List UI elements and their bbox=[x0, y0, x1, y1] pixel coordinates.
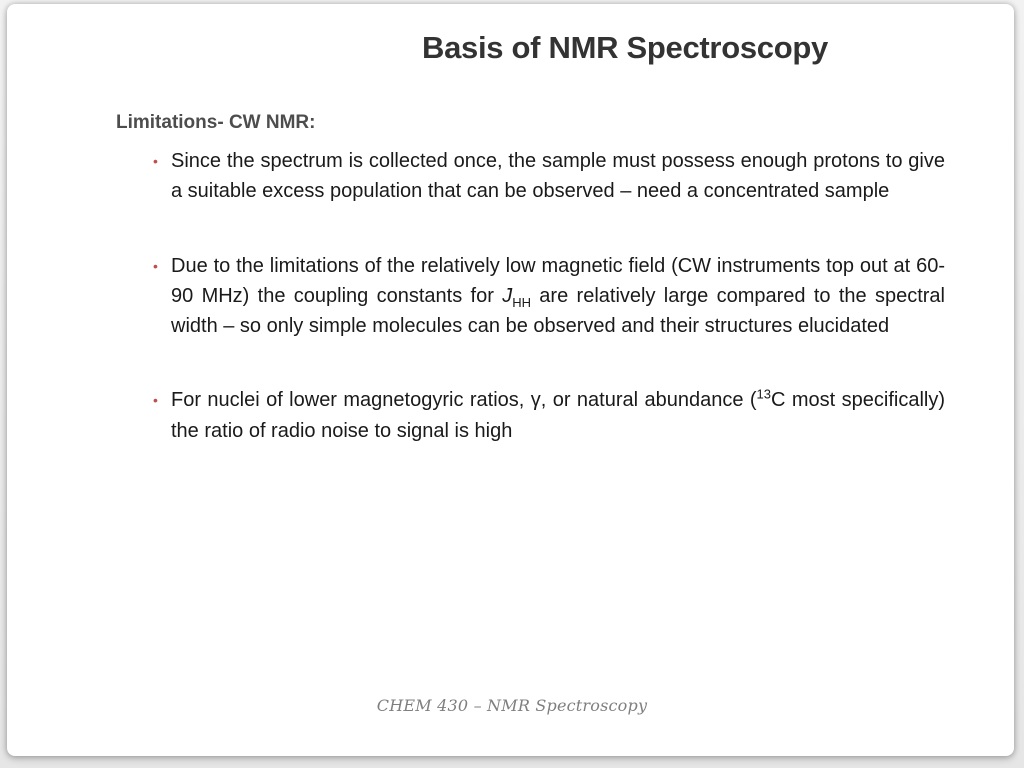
coupling-symbol: J bbox=[502, 284, 513, 307]
bullet-marker-icon: • bbox=[153, 257, 158, 274]
bullet-text-part-c: C most specifically) the ratio of radio noise to signal is high bbox=[171, 389, 945, 442]
bullet-text-part-a: Due to the limitations of the relatively low magnetic field (CW instruments top out at 60-90 MHz) the coupling constants for bbox=[171, 254, 945, 307]
coupling-subscript: HH bbox=[512, 294, 531, 310]
bullet-marker-icon: • bbox=[153, 392, 158, 409]
bullet-text: Since the spectrum is collected once, the sample must possess enough protons to give a suitable excess population that can be observed – need a concentrated sample bbox=[171, 150, 945, 203]
bullet-marker-icon: • bbox=[153, 153, 158, 169]
slide-footer: CHEM 430 – NMR Spectroscopy bbox=[376, 696, 648, 715]
isotope-superscript: 13 bbox=[756, 386, 772, 402]
bullet-item-signal-to-noise bbox=[150, 385, 945, 446]
slide-title: Basis of NMR Spectroscopy bbox=[422, 30, 828, 65]
bullet-item-coupling-constants bbox=[150, 251, 945, 342]
gamma-symbol: γ bbox=[530, 389, 541, 412]
bullet-item-sample-concentration bbox=[150, 146, 945, 207]
bullet-list bbox=[150, 146, 945, 490]
bullet-text-part-a: For nuclei of lower magnetogyric ratios, bbox=[171, 389, 531, 412]
bullet-text-part-b: , or natural abundance ( bbox=[540, 389, 757, 412]
bullet-text-part-b: are relatively large compared to the spectral width – so only simple molecules can be observed and their structures elucidated bbox=[171, 284, 945, 338]
section-heading: Limitations- CW NMR: bbox=[116, 112, 316, 133]
